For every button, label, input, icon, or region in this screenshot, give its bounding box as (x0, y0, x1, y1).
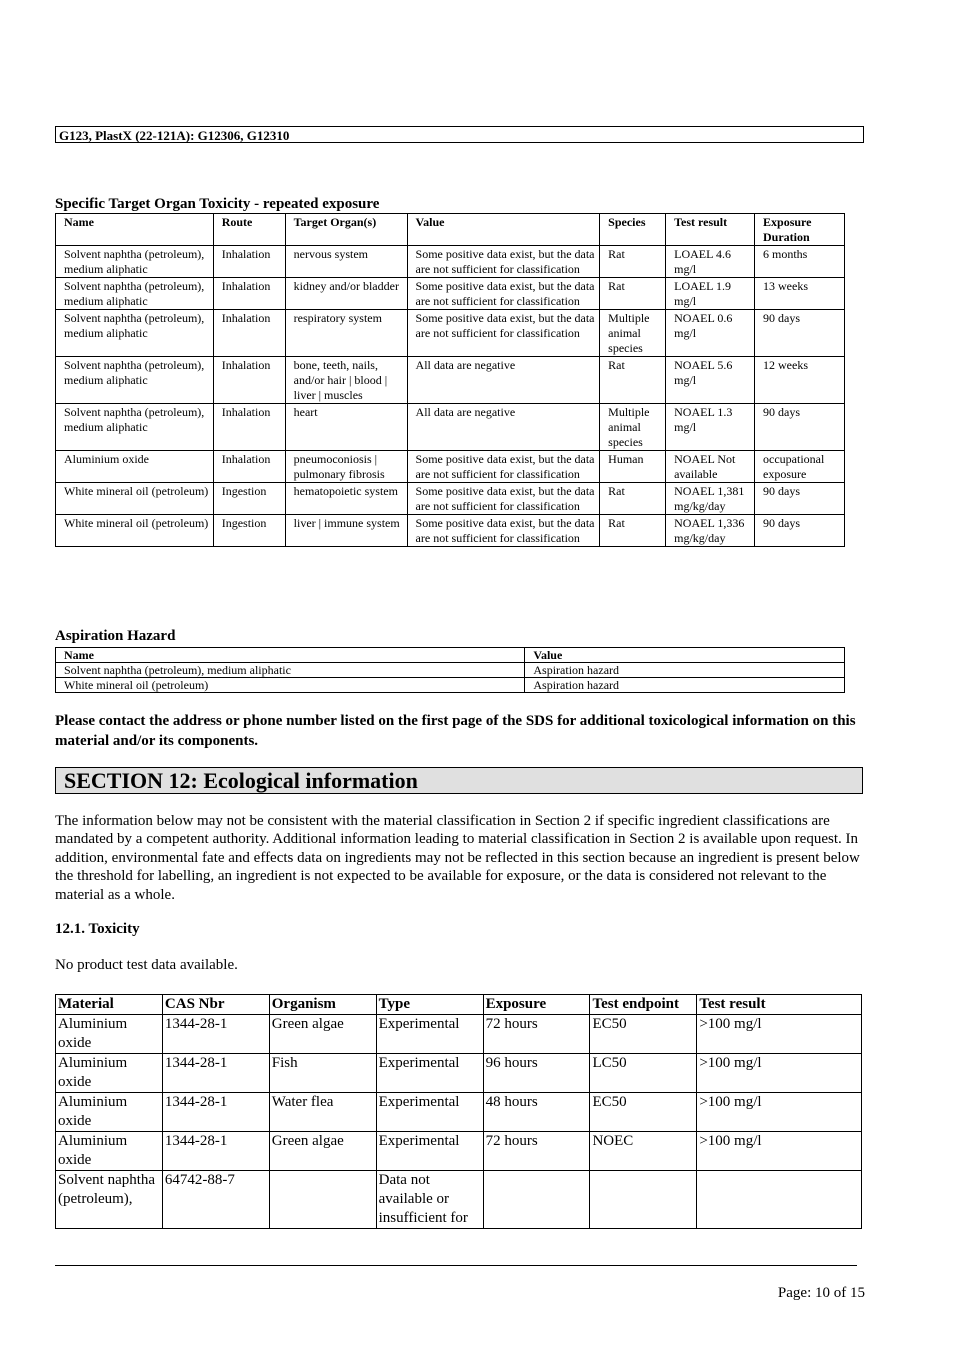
table-row (56, 1171, 862, 1229)
table-cell: Experimental (376, 1015, 483, 1054)
table-row (56, 515, 845, 547)
table-row (56, 678, 845, 693)
table-cell: Rat (600, 246, 666, 278)
table-cell: Inhalation (213, 310, 285, 357)
table-cell: NOAEL 1,381 mg/kg/day (666, 483, 755, 515)
table-row (56, 1015, 862, 1054)
table-cell: 72 hours (483, 1132, 590, 1171)
table-cell: 12 weeks (755, 357, 845, 404)
table-cell: Data not available or insufficient for (376, 1171, 483, 1229)
table-row (56, 483, 845, 515)
table-cell: Solvent naphtha (petroleum), medium aliphatic (56, 246, 214, 278)
table-cell: NOAEL 0.6 mg/l (666, 310, 755, 357)
table-cell: Inhalation (213, 451, 285, 483)
table-row (56, 246, 845, 278)
table-cell: Human (600, 451, 666, 483)
table-cell: Some positive data exist, but the data are not sufficient for classification (407, 515, 600, 547)
table-cell: Aluminium oxide (56, 1054, 163, 1093)
table-cell (269, 1171, 376, 1229)
table-cell: Some positive data exist, but the data are not sufficient for classification (407, 246, 600, 278)
table-cell: 96 hours (483, 1054, 590, 1093)
table-row (56, 451, 845, 483)
table-cell: Inhalation (213, 404, 285, 451)
table-cell: nervous system (285, 246, 407, 278)
table-row (56, 310, 845, 357)
table-cell: Solvent naphtha (petroleum), (56, 1171, 163, 1229)
section-12-intro: The information below may not be consistent with the material classification in Section 2 if specific ingredient classifications are mandated by a competent authority. Additional information leading to material classification in Section 2 is available upon request. In addition, environmental fate and effects data on ingredients may not be reflected in this section because an ingredient is present below the threshold for labelling, an ingredient is not expected to be available for exposure, or the data is considered not relevant to the material as a whole. (55, 813, 860, 903)
table-cell: All data are negative (407, 404, 600, 451)
table-cell: Inhalation (213, 246, 285, 278)
table-header-row (56, 214, 845, 246)
table-cell: Some positive data exist, but the data are not sufficient for classification (407, 483, 600, 515)
table-cell: 13 weeks (755, 278, 845, 310)
column-header: Route (213, 214, 285, 246)
table-cell: Water flea (269, 1093, 376, 1132)
table-cell: occupational exposure (755, 451, 845, 483)
table-cell: heart (285, 404, 407, 451)
table-cell: 1344-28-1 (162, 1093, 269, 1132)
column-header: Type (376, 995, 483, 1015)
table-cell: White mineral oil (petroleum) (56, 678, 525, 693)
table-cell: Some positive data exist, but the data are not sufficient for classification (407, 451, 600, 483)
table-cell: Rat (600, 515, 666, 547)
table-row (56, 1054, 862, 1093)
table-cell: 90 days (755, 310, 845, 357)
table-row (56, 1132, 862, 1171)
table-cell: Solvent naphtha (petroleum), medium aliphatic (56, 278, 214, 310)
table-cell: respiratory system (285, 310, 407, 357)
table-cell: 90 days (755, 404, 845, 451)
table-cell: NOAEL 1.3 mg/l (666, 404, 755, 451)
stot-repeated-table (55, 213, 845, 547)
table-cell: Aspiration hazard (525, 663, 845, 678)
table-cell: Some positive data exist, but the data are not sufficient for classification (407, 278, 600, 310)
table-cell: Green algae (269, 1015, 376, 1054)
table-cell: 90 days (755, 515, 845, 547)
table-cell: >100 mg/l (697, 1015, 862, 1054)
toxicity-heading: 12.1. Toxicity (55, 921, 140, 937)
table-cell: Inhalation (213, 278, 285, 310)
footer-divider (55, 1265, 857, 1266)
table-cell: >100 mg/l (697, 1054, 862, 1093)
table-header-row (56, 995, 862, 1015)
table-cell (483, 1171, 590, 1229)
table-cell: 64742-88-7 (162, 1171, 269, 1229)
table-cell (697, 1171, 862, 1229)
table-cell: LC50 (590, 1054, 697, 1093)
table-cell: Fish (269, 1054, 376, 1093)
table-cell: 72 hours (483, 1015, 590, 1054)
page-number: Page: 10 of 15 (777, 1285, 865, 1301)
table-cell: Green algae (269, 1132, 376, 1171)
table-cell: Aspiration hazard (525, 678, 845, 693)
contact-note: Please contact the address or phone number listed on the first page of the SDS for additional toxicological information on this material and/or its components. (55, 713, 856, 749)
table-cell: EC50 (590, 1015, 697, 1054)
table-header-row (56, 648, 845, 663)
table-cell: NOAEL Not available (666, 451, 755, 483)
column-header: Material (56, 995, 163, 1015)
section-12-title: SECTION 12: Ecological information (55, 767, 863, 794)
column-header: Name (56, 648, 525, 663)
table-cell: Aluminium oxide (56, 451, 214, 483)
table-cell: pneumoconiosis | pulmonary fibrosis (285, 451, 407, 483)
table-row (56, 278, 845, 310)
table-cell: Some positive data exist, but the data are not sufficient for classification (407, 310, 600, 357)
table-cell: 1344-28-1 (162, 1054, 269, 1093)
table-cell: Aluminium oxide (56, 1093, 163, 1132)
table-cell: NOAEL 5.6 mg/l (666, 357, 755, 404)
table-cell: LOAEL 1.9 mg/l (666, 278, 755, 310)
table-cell: Solvent naphtha (petroleum), medium aliphatic (56, 310, 214, 357)
table-cell: Solvent naphtha (petroleum), medium aliphatic (56, 663, 525, 678)
column-header: Species (600, 214, 666, 246)
ecotoxicity-table (55, 994, 862, 1229)
column-header: Value (525, 648, 845, 663)
table-cell: Experimental (376, 1132, 483, 1171)
column-header: Test endpoint (590, 995, 697, 1015)
column-header: Test result (697, 995, 862, 1015)
table-cell: EC50 (590, 1093, 697, 1132)
table-cell: 1344-28-1 (162, 1015, 269, 1054)
table-cell: All data are negative (407, 357, 600, 404)
table-cell: NOEC (590, 1132, 697, 1171)
column-header: Exposure (483, 995, 590, 1015)
table-cell: kidney and/or bladder (285, 278, 407, 310)
table-cell: Rat (600, 278, 666, 310)
table-cell: LOAEL 4.6 mg/l (666, 246, 755, 278)
column-header: Target Organ(s) (285, 214, 407, 246)
table-cell: White mineral oil (petroleum) (56, 515, 214, 547)
table-cell: Ingestion (213, 515, 285, 547)
table-cell: Multiple animal species (600, 404, 666, 451)
table-cell: Inhalation (213, 357, 285, 404)
column-header: Exposure Duration (755, 214, 845, 246)
no-data-text: No product test data available. (55, 957, 238, 973)
table-row (56, 357, 845, 404)
table-cell: >100 mg/l (697, 1093, 862, 1132)
column-header: Value (407, 214, 600, 246)
table-cell: Solvent naphtha (petroleum), medium aliphatic (56, 357, 214, 404)
table-cell: bone, teeth, nails, and/or hair | blood | liver | muscles (285, 357, 407, 404)
table-cell: hematopoietic system (285, 483, 407, 515)
table-row (56, 1093, 862, 1132)
stot-repeated-title: Specific Target Organ Toxicity - repeated exposure (55, 196, 380, 212)
table-cell: liver | immune system (285, 515, 407, 547)
table-cell: Ingestion (213, 483, 285, 515)
aspiration-table (55, 647, 845, 693)
table-cell: Aluminium oxide (56, 1015, 163, 1054)
column-header: Test result (666, 214, 755, 246)
table-cell (590, 1171, 697, 1229)
table-cell: Rat (600, 357, 666, 404)
aspiration-title: Aspiration Hazard (55, 628, 176, 644)
table-cell: 48 hours (483, 1093, 590, 1132)
table-cell: Experimental (376, 1093, 483, 1132)
table-row (56, 404, 845, 451)
table-cell: White mineral oil (petroleum) (56, 483, 214, 515)
column-header: CAS Nbr (162, 995, 269, 1015)
table-cell: Aluminium oxide (56, 1132, 163, 1171)
table-cell: Multiple animal species (600, 310, 666, 357)
table-cell: 1344-28-1 (162, 1132, 269, 1171)
table-cell: Solvent naphtha (petroleum), medium aliphatic (56, 404, 214, 451)
table-cell: >100 mg/l (697, 1132, 862, 1171)
table-cell: 6 months (755, 246, 845, 278)
document-header: G123, PlastX (22-121A): G12306, G12310 (55, 126, 864, 143)
table-cell: Rat (600, 483, 666, 515)
column-header: Name (56, 214, 214, 246)
table-cell: 90 days (755, 483, 845, 515)
table-row (56, 663, 845, 678)
table-cell: NOAEL 1,336 mg/kg/day (666, 515, 755, 547)
column-header: Organism (269, 995, 376, 1015)
table-cell: Experimental (376, 1054, 483, 1093)
